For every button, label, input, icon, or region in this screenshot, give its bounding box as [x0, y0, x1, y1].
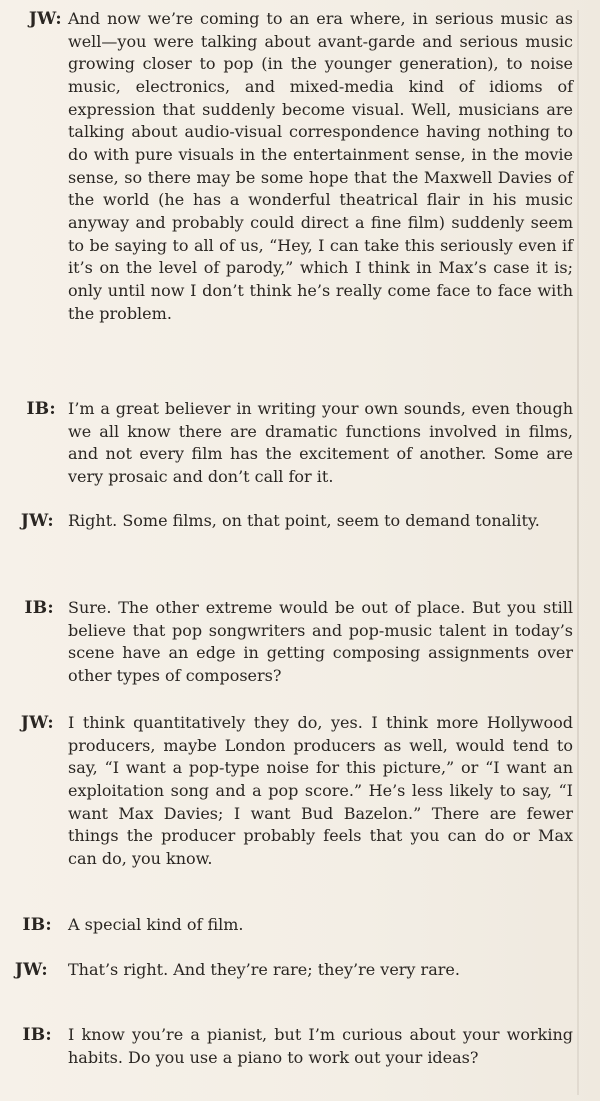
- entry-text: And now we’re coming to an era where, in serious music as well—you were talking about avant-garde and serious music growing closer to pop (in the younger generation), to noise music, electronics, and mixed-media kind of idioms of expression that suddenly become visual. Well, musicians are talking about audio-visual correspondence having nothing to do with pure visuals in the entertainment sense, in the movie sense, so there may be some hope that the Maxwell Davies of the world (he has a wonderful theatrical flair in his music anyway and probably could direct a fine film) suddenly seem to be saying to all of us, “Hey, I can take this seriously even if it’s on the level of parody,” which I think in Max’s case it is; only until now I don’t think he’s really come face to face with the problem.: [68, 9, 573, 323]
- entry-text: I know you’re a pianist, but I’m curious about your working habits. Do you use a piano to work out your ideas?: [68, 1025, 573, 1067]
- speaker-label: JW:: [20, 713, 54, 733]
- entry-text: I think quantitatively they do, yes. I think more Hollywood producers, maybe London producers as well, would tend to say, “I want a pop-type noise for this picture,” or “I want an exploitation song and a pop score.” He’s less likely to say, “I want Max Davies; I want Bud Bazelon.” There are fewer things the producer probably feels that you can do or Max can do, you know.: [68, 713, 573, 868]
- page-edge-shadow: [577, 10, 579, 1095]
- speaker-label: IB:: [24, 598, 54, 618]
- entry-text: A special kind of film.: [68, 915, 244, 934]
- entry-text: That’s right. And they’re rare; they’re very rare.: [68, 960, 460, 979]
- speaker-label: JW:: [20, 511, 54, 531]
- entry-text: I’m a great believer in writing your own sounds, even though we all know there are dramatic functions involved in films, and not every film has the excitement of another. Some are very prosaic and don’t call for it.: [68, 399, 573, 486]
- speaker-label: IB:: [22, 915, 52, 935]
- entry-text: Right. Some films, on that point, seem to demand tonality.: [68, 511, 540, 530]
- speaker-label: JW:: [28, 9, 62, 29]
- speaker-label: IB:: [26, 399, 56, 419]
- entry-text: Sure. The other extreme would be out of place. But you still believe that pop songwriters and pop-music talent in today’s scene have an edge in getting composing assignments over other types of composers?: [68, 598, 573, 685]
- speaker-label: IB:: [22, 1025, 52, 1045]
- speaker-label: JW:: [14, 960, 48, 980]
